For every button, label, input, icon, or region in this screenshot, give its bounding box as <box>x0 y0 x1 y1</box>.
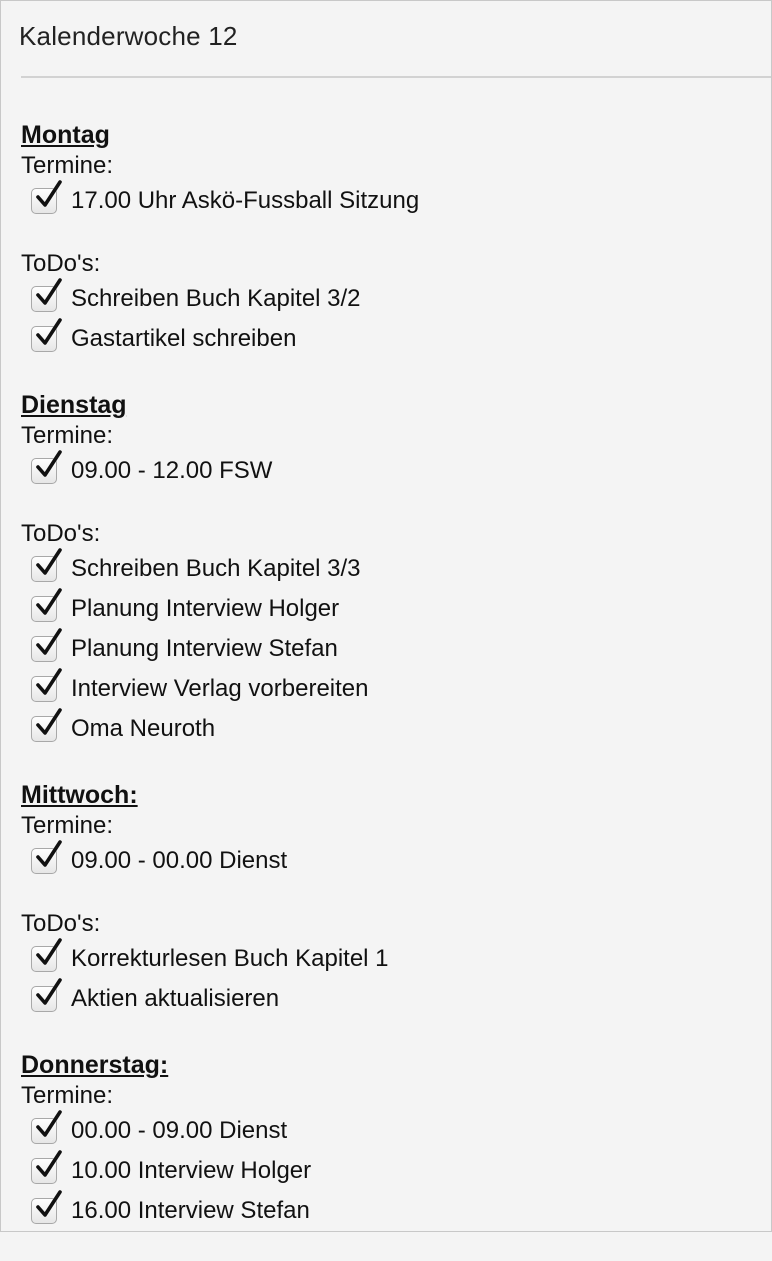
checklist-item <box>21 709 771 749</box>
checkmark-icon <box>33 1150 63 1182</box>
day-block <box>21 1049 771 1231</box>
checklist-item-label: 09.00 - 00.00 Dienst <box>71 847 288 874</box>
checkbox-checked[interactable] <box>31 556 57 582</box>
day-heading: Dienstag <box>21 391 127 419</box>
checklist-item-label: 09.00 - 12.00 FSW <box>71 457 273 484</box>
checkmark-icon <box>33 318 63 350</box>
checklist-item-label: Oma Neuroth <box>71 715 216 742</box>
title-divider <box>21 76 771 78</box>
checkbox-checked[interactable] <box>31 458 57 484</box>
checkbox-checked[interactable] <box>31 716 57 742</box>
checklist-item-label: Planung Interview Stefan <box>71 635 338 662</box>
checklist-item-label: Gastartikel schreiben <box>71 325 297 352</box>
checklist-item <box>21 451 771 491</box>
day-heading: Mittwoch: <box>21 781 138 809</box>
checkmark-icon <box>33 180 63 212</box>
checklist-item <box>21 1111 771 1151</box>
checklist-item <box>21 1151 771 1191</box>
checklist-item-label: Korrekturlesen Buch Kapitel 1 <box>71 945 389 972</box>
checkmark-icon <box>33 548 63 580</box>
todos-section <box>21 249 771 359</box>
checkbox-checked[interactable] <box>31 326 57 352</box>
section-label: Termine: <box>21 152 114 179</box>
checklist-item <box>21 279 771 319</box>
checklist-item <box>21 319 771 359</box>
checkbox-checked[interactable] <box>31 1198 57 1224</box>
checkmark-icon <box>33 938 63 970</box>
checkbox-checked[interactable] <box>31 596 57 622</box>
checklist-item <box>21 979 771 1019</box>
checkbox-checked[interactable] <box>31 986 57 1012</box>
section-label: Termine: <box>21 422 114 449</box>
todos-section <box>21 519 771 749</box>
checklist-item <box>21 629 771 669</box>
note-content <box>21 119 771 1261</box>
page-title: Kalenderwoche 12 <box>19 21 238 51</box>
checkmark-icon <box>33 628 63 660</box>
termine-section <box>21 1081 771 1231</box>
day-heading: Donnerstag: <box>21 1051 169 1079</box>
checklist-item <box>21 939 771 979</box>
checklist-item-label: Interview Verlag vorbereiten <box>71 675 369 702</box>
checklist-item-label: 10.00 Interview Holger <box>71 1157 312 1184</box>
checklist-item-label: Aktien aktualisieren <box>71 985 280 1012</box>
checklist-item-label: 00.00 - 09.00 Dienst <box>71 1117 288 1144</box>
checklist-item <box>21 549 771 589</box>
section-label: ToDo's: <box>21 910 101 937</box>
checklist-item <box>21 181 771 221</box>
section-label: ToDo's: <box>21 520 101 547</box>
termine-section <box>21 151 771 221</box>
checklist-item-label: Schreiben Buch Kapitel 3/2 <box>71 285 361 312</box>
checkbox-checked[interactable] <box>31 946 57 972</box>
checkbox-checked[interactable] <box>31 676 57 702</box>
checklist-item-label: Planung Interview Holger <box>71 595 340 622</box>
checklist-item-label: 17.00 Uhr Askö-Fussball Sitzung <box>71 187 420 214</box>
day-block <box>21 389 771 749</box>
termine-section <box>21 421 771 491</box>
day-block <box>21 119 771 359</box>
checkmark-icon <box>33 1110 63 1142</box>
checklist-item <box>21 1191 771 1231</box>
checklist-item-label: 16.00 Interview Stefan <box>71 1197 310 1224</box>
checkmark-icon <box>33 450 63 482</box>
checkbox-checked[interactable] <box>31 636 57 662</box>
day-heading: Montag <box>21 121 110 149</box>
checkbox-checked[interactable] <box>31 848 57 874</box>
checkmark-icon <box>33 278 63 310</box>
section-label: Termine: <box>21 812 114 839</box>
checkbox-checked[interactable] <box>31 1158 57 1184</box>
checkmark-icon <box>33 708 63 740</box>
checkbox-checked[interactable] <box>31 188 57 214</box>
section-label: Termine: <box>21 1082 114 1109</box>
checkmark-icon <box>33 978 63 1010</box>
checkmark-icon <box>33 668 63 700</box>
termine-section <box>21 811 771 881</box>
checklist-item <box>21 669 771 709</box>
checklist-item <box>21 589 771 629</box>
checkmark-icon <box>33 840 63 872</box>
section-label: ToDo's: <box>21 250 101 277</box>
checkmark-icon <box>33 1190 63 1222</box>
checkbox-checked[interactable] <box>31 286 57 312</box>
checklist-item <box>21 841 771 881</box>
checkbox-checked[interactable] <box>31 1118 57 1144</box>
day-block <box>21 779 771 1019</box>
checklist-item-label: Schreiben Buch Kapitel 3/3 <box>71 555 361 582</box>
todos-section <box>21 909 771 1019</box>
checkmark-icon <box>33 588 63 620</box>
